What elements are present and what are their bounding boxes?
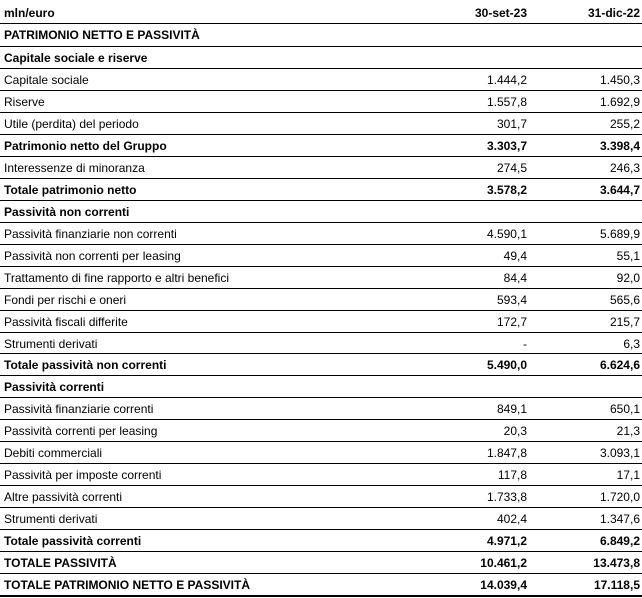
value-30-set-23: 4.590,1 [486,227,527,241]
unit-label: mln/euro [4,6,55,20]
value-30-set-23: 1.557,8 [486,95,527,109]
table-row [0,486,642,508]
row-label: Passività finanziarie correnti [4,402,154,416]
value-30-set-23: 10.461,2 [480,556,527,570]
row-divider [0,178,642,179]
value-31-dic-22: 5.689,9 [599,227,640,241]
value-30-set-23: 849,1 [496,402,527,416]
value-31-dic-22: 13.473,8 [593,556,640,570]
table-row [0,420,642,442]
row-divider [0,529,642,530]
row-label: TOTALE PASSIVITÀ [4,556,117,570]
row-divider [0,68,642,69]
value-31-dic-22: 1.347,6 [599,512,640,526]
value-31-dic-22: 246,3 [609,161,640,175]
table-row [0,508,642,530]
row-divider [0,288,642,289]
row-label: Utile (perdita) del periodo [4,117,139,131]
row-divider [0,222,642,223]
row-label: Interessenze di minoranza [4,161,145,175]
table-row [0,69,642,91]
value-30-set-23: 301,7 [496,117,527,131]
value-31-dic-22: 17.118,5 [593,578,640,592]
value-30-set-23: 49,4 [503,249,527,263]
table-row-bold [0,552,642,574]
value-30-set-23: 274,5 [496,161,527,175]
row-divider [0,112,642,113]
value-30-set-23: 3.578,2 [486,183,527,197]
value-30-set-23: 84,4 [503,271,527,285]
value-31-dic-22: 6.849,2 [599,534,640,548]
table-row [0,223,642,245]
value-30-set-23: 1.444,2 [486,73,527,87]
row-label: Passività per imposte correnti [4,468,162,482]
row-label: Passività correnti [4,380,105,394]
row-label: Passività correnti per leasing [4,424,158,438]
row-divider [0,310,642,311]
row-label: Fondi per rischi e oneri [4,293,127,307]
row-divider [0,90,642,91]
table-row [0,113,642,135]
row-divider [0,441,642,442]
table-row [0,333,642,355]
table-row-bold [0,530,642,552]
row-divider [0,485,642,486]
table-row [0,442,642,464]
value-30-set-23: 20,3 [503,424,527,438]
row-label: Patrimonio netto del Gruppo [4,139,167,153]
table-row-bold [0,201,642,223]
row-divider [0,551,642,552]
value-30-set-23: 402,4 [496,512,527,526]
row-divider [0,23,642,24]
row-divider [0,46,642,47]
value-30-set-23: 14.039,4 [480,578,527,592]
table-row [0,398,642,420]
value-30-set-23: 117,8 [497,468,527,482]
table-row [0,289,642,311]
row-divider [0,134,642,135]
value-31-dic-22: 3.398,4 [599,139,640,153]
value-30-set-23: 1.847,8 [486,446,527,460]
row-label: Strumenti derivati [4,512,98,526]
value-31-dic-22: 3.644,7 [599,183,640,197]
table-header-row [0,2,642,24]
value-30-set-23: - [523,337,527,351]
value-31-dic-22: 17,1 [616,468,640,482]
table-row-bold [0,574,642,596]
row-label: Totale passività correnti [4,534,142,548]
row-label: Totale passività non correnti [4,358,167,372]
row-label: Totale patrimonio netto [4,183,137,197]
row-label: Capitale sociale e riserve [4,51,148,65]
table-row-bold [0,179,642,201]
value-31-dic-22: 1.692,9 [599,95,640,109]
value-30-set-23: 1.733,8 [486,490,527,504]
row-divider [0,507,642,508]
row-label: Capitale sociale [4,73,89,87]
value-31-dic-22: 255,2 [609,117,640,131]
table-row [0,157,642,179]
row-label: Strumenti derivati [4,337,98,351]
row-divider [0,244,642,245]
row-divider [0,573,642,574]
table-row [0,464,642,486]
row-label: TOTALE PATRIMONIO NETTO E PASSIVITÀ [4,578,251,592]
row-divider [0,397,642,398]
value-31-dic-22: 3.093,1 [599,446,640,460]
value-30-set-23: 4.971,2 [486,534,527,548]
row-divider [0,332,642,333]
table-row-bold [0,354,642,376]
table-row [0,91,642,113]
row-label: Passività fiscali differite [4,315,128,329]
table-row-bold [0,47,642,69]
row-divider [0,463,642,464]
row-divider [0,266,642,267]
value-31-dic-22: 565,6 [609,293,640,307]
table-row [0,245,642,267]
value-31-dic-22: 215,7 [609,315,640,329]
row-divider [0,156,642,157]
value-31-dic-22: 6,3 [623,337,640,351]
row-divider [0,419,642,420]
column-header-30-set-23: 30-set-23 [474,6,527,20]
value-30-set-23: 172,7 [496,315,527,329]
table-row-bold [0,24,642,46]
row-label: PATRIMONIO NETTO E PASSIVITÀ [4,28,200,42]
value-31-dic-22: 55,1 [616,249,640,263]
table-row [0,311,642,333]
value-31-dic-22: 650,1 [609,402,640,416]
value-30-set-23: 3.303,7 [486,139,527,153]
value-31-dic-22: 6.624,6 [599,358,640,372]
table-row [0,267,642,289]
row-label: Altre passività correnti [4,490,123,504]
value-30-set-23: 5.490,0 [486,358,527,372]
value-31-dic-22: 1.720,0 [599,490,640,504]
row-label: Riserve [4,95,45,109]
row-label: Trattamento di fine rapporto e altri benefici [4,271,230,285]
row-label: Passività non correnti per leasing [4,249,181,263]
row-divider [0,595,642,597]
value-31-dic-22: 1.450,3 [599,73,640,87]
value-31-dic-22: 92,0 [616,271,640,285]
column-header-31-dic-22: 31-dic-22 [587,6,640,20]
row-label: Passività non correnti [4,205,130,219]
table-row-bold [0,376,642,398]
row-divider [0,353,642,354]
value-31-dic-22: 21,3 [616,424,640,438]
row-divider [0,375,642,376]
row-label: Passività finanziarie non correnti [4,227,177,241]
row-divider [0,200,642,201]
value-30-set-23: 593,4 [496,293,527,307]
table-row-bold [0,135,642,157]
row-label: Debiti commerciali [4,446,103,460]
